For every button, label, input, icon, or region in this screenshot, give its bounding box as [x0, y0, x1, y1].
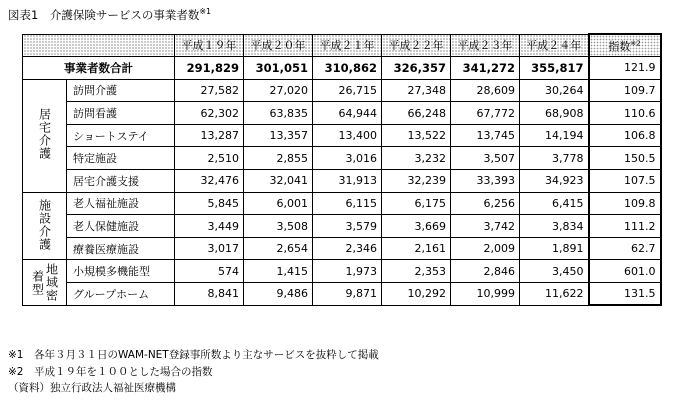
table-row — [23, 102, 661, 125]
cell-value: 64,944 — [313, 102, 382, 125]
service-name: 訪問介護 — [67, 79, 175, 102]
cell-value: 2,654 — [244, 237, 313, 260]
cell-value: 1,973 — [313, 260, 382, 283]
group-label-facility-care — [23, 192, 67, 260]
cell-value: 2,346 — [313, 237, 382, 260]
cell-value: 2,510 — [175, 147, 244, 170]
cell-value: 11,622 — [520, 283, 589, 306]
cell-value: 8,841 — [175, 283, 244, 306]
service-name: 特定施設 — [67, 147, 175, 170]
cell-value: 13,522 — [382, 124, 451, 147]
cell-value: 3,017 — [175, 237, 244, 260]
cell-value: 3,507 — [451, 147, 520, 170]
cell-value: 66,248 — [382, 102, 451, 125]
cell-value: 27,582 — [175, 79, 244, 102]
index-value: 109.8 — [589, 192, 661, 215]
year-header: 平成２４年 — [520, 34, 589, 57]
year-header: 平成２０年 — [244, 34, 313, 57]
table-row — [23, 192, 661, 215]
cell-value: 3,834 — [520, 215, 589, 238]
table-row — [23, 124, 661, 147]
total-label: 事業者数合計 — [23, 57, 175, 80]
group-label-text: 施設介護 — [37, 198, 52, 251]
source-note — [8, 380, 379, 397]
cell-value: 3,232 — [382, 147, 451, 170]
cell-value: 1,415 — [244, 260, 313, 283]
year-header: 平成１９年 — [175, 34, 244, 57]
total-row — [23, 57, 661, 80]
cell-value: 14,194 — [520, 124, 589, 147]
total-value: 301,051 — [244, 57, 313, 80]
table-row — [23, 237, 661, 260]
figure-title — [8, 4, 211, 23]
cell-value: 26,715 — [313, 79, 382, 102]
table-row — [23, 283, 661, 306]
group-label-community-based — [23, 260, 67, 305]
index-header — [589, 34, 661, 57]
cell-value: 2,353 — [382, 260, 451, 283]
table-row — [23, 215, 661, 238]
cell-value: 10,292 — [382, 283, 451, 306]
figure-title-text: 図表1 介護保険サービスの事業者数 — [8, 7, 200, 22]
cell-value: 2,846 — [451, 260, 520, 283]
group-label-text: 地域密 — [44, 263, 59, 303]
footnote — [8, 347, 379, 364]
footnote-text: 平成１９年を１００とした場合の指数 — [33, 365, 213, 378]
cell-value: 68,908 — [520, 102, 589, 125]
index-value: 150.5 — [589, 147, 661, 170]
cell-value: 3,742 — [451, 215, 520, 238]
cell-value: 27,348 — [382, 79, 451, 102]
figure-title-footnote-mark: ※1 — [199, 7, 212, 16]
cell-value: 3,508 — [244, 215, 313, 238]
index-header-footnote-mark: ※2 — [630, 38, 641, 47]
footnote-mark: ※1 — [8, 349, 24, 361]
cell-value: 6,256 — [451, 192, 520, 215]
cell-value: 13,400 — [313, 124, 382, 147]
footnote-mark: ※2 — [8, 365, 24, 378]
group-label-text: 着型 — [30, 269, 45, 296]
year-header: 平成２３年 — [451, 34, 520, 57]
cell-value: 3,016 — [313, 147, 382, 170]
service-name: 訪問看護 — [67, 102, 175, 125]
cell-value: 3,579 — [313, 215, 382, 238]
table-row — [23, 170, 661, 193]
footnote — [8, 364, 379, 381]
cell-value: 13,745 — [451, 124, 520, 147]
index-value: 106.8 — [589, 124, 661, 147]
group-label-text: 居宅介護 — [37, 108, 52, 161]
cell-value: 9,871 — [313, 283, 382, 306]
table-row — [23, 79, 661, 102]
cell-value: 6,001 — [244, 192, 313, 215]
business-count-table — [22, 33, 662, 306]
index-value: 111.2 — [589, 215, 661, 238]
index-value: 601.0 — [589, 260, 661, 283]
index-value: 110.6 — [589, 102, 661, 125]
cell-value: 5,845 — [175, 192, 244, 215]
cell-value: 3,778 — [520, 147, 589, 170]
cell-value: 10,999 — [451, 283, 520, 306]
cell-value: 3,669 — [382, 215, 451, 238]
cell-value: 30,264 — [520, 79, 589, 102]
footnotes — [8, 347, 379, 397]
total-value: 291,829 — [175, 57, 244, 80]
total-index: 121.9 — [589, 57, 661, 80]
index-value: 107.5 — [589, 170, 661, 193]
cell-value: 13,287 — [175, 124, 244, 147]
cell-value: 574 — [175, 260, 244, 283]
cell-value: 2,855 — [244, 147, 313, 170]
cell-value: 27,020 — [244, 79, 313, 102]
service-name: グループホーム — [67, 283, 175, 306]
index-header-label: 指数 — [608, 39, 631, 53]
header-row — [23, 34, 661, 57]
table-row — [23, 260, 661, 283]
cell-value: 3,450 — [520, 260, 589, 283]
cell-value: 6,415 — [520, 192, 589, 215]
cell-value: 2,009 — [451, 237, 520, 260]
total-value: 355,817 — [520, 57, 589, 80]
cell-value: 6,175 — [382, 192, 451, 215]
cell-value: 13,357 — [244, 124, 313, 147]
total-value: 310,862 — [313, 57, 382, 80]
cell-value: 32,041 — [244, 170, 313, 193]
cell-value: 62,302 — [175, 102, 244, 125]
year-header: 平成２２年 — [382, 34, 451, 57]
cell-value: 67,772 — [451, 102, 520, 125]
group-label-home-care — [23, 79, 67, 192]
cell-value: 31,913 — [313, 170, 382, 193]
cell-value: 32,476 — [175, 170, 244, 193]
year-header: 平成２１年 — [313, 34, 382, 57]
footnote-text: 各年３月３１日のWAM-NET登録事所数より主なサービスを抜粋して掲載 — [33, 349, 379, 361]
service-name: 居宅介護支援 — [67, 170, 175, 193]
cell-value: 2,161 — [382, 237, 451, 260]
cell-value: 63,835 — [244, 102, 313, 125]
index-value: 62.7 — [589, 237, 661, 260]
cell-value: 6,115 — [313, 192, 382, 215]
source-text: （資料）独立行政法人福祉医療機構 — [8, 382, 176, 394]
service-name: 老人福祉施設 — [67, 192, 175, 215]
service-name: 老人保健施設 — [67, 215, 175, 238]
service-name: ショートステイ — [67, 124, 175, 147]
cell-value: 32,239 — [382, 170, 451, 193]
total-value: 341,272 — [451, 57, 520, 80]
cell-value: 34,923 — [520, 170, 589, 193]
index-value: 109.7 — [589, 79, 661, 102]
service-name: 療養医療施設 — [67, 237, 175, 260]
service-name: 小規模多機能型 — [67, 260, 175, 283]
cell-value: 1,891 — [520, 237, 589, 260]
index-value: 131.5 — [589, 283, 661, 306]
cell-value: 33,393 — [451, 170, 520, 193]
total-value: 326,357 — [382, 57, 451, 80]
cell-value: 28,609 — [451, 79, 520, 102]
table-row — [23, 147, 661, 170]
cell-value: 3,449 — [175, 215, 244, 238]
corner-cell — [23, 34, 175, 57]
cell-value: 9,486 — [244, 283, 313, 306]
